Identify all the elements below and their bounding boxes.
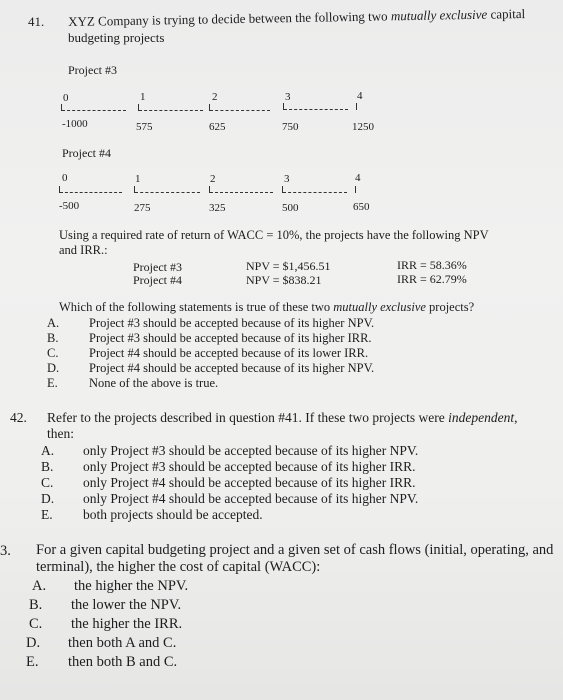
project3-segment-1 bbox=[62, 110, 126, 111]
project4-period-4: 4 bbox=[355, 172, 361, 184]
project4-period-0: 0 bbox=[62, 172, 68, 184]
q42-stem-emphasis: independent bbox=[448, 410, 515, 425]
q41-option-d[interactable] bbox=[47, 361, 374, 376]
q41-number: 41. bbox=[28, 14, 45, 29]
q43-option-c[interactable] bbox=[29, 616, 182, 633]
project3-period-2: 2 bbox=[212, 91, 218, 103]
result-irr-4: IRR = 62.79% bbox=[397, 272, 467, 286]
q43-stem-line2: terminal), the higher the cost of capital (WACC): bbox=[36, 559, 321, 575]
project4-segment-1 bbox=[60, 192, 122, 193]
result-project-3: Project #3 bbox=[133, 260, 182, 274]
project4-title: Project #4 bbox=[62, 146, 111, 160]
option-text: Project #4 should be accepted because of its higher NPV. bbox=[89, 361, 375, 375]
option-text: only Project #3 should be accepted because of its higher NPV. bbox=[83, 443, 419, 458]
option-letter: A. bbox=[41, 443, 55, 458]
option-letter: C. bbox=[41, 475, 54, 490]
q41-question bbox=[59, 300, 474, 315]
option-text: only Project #4 should be accepted because of its higher IRR. bbox=[83, 475, 416, 490]
q43-number: 3. bbox=[0, 543, 11, 559]
q43-option-d[interactable] bbox=[26, 635, 176, 652]
q41-question-suffix: projects? bbox=[425, 300, 475, 314]
q41-option-c[interactable] bbox=[47, 346, 368, 361]
option-letter: E. bbox=[26, 654, 39, 670]
option-letter: A. bbox=[47, 316, 60, 330]
option-text: Project #4 should be accepted because of its lower IRR. bbox=[89, 346, 369, 360]
option-text: None of the above is true. bbox=[89, 376, 219, 390]
project3-tick-4 bbox=[356, 103, 357, 110]
option-letter: A. bbox=[32, 578, 47, 594]
q42-stem-suffix: , bbox=[514, 410, 518, 425]
project4-period-2: 2 bbox=[210, 173, 216, 185]
wacc-line2: and IRR.: bbox=[59, 243, 108, 257]
option-letter: E. bbox=[47, 376, 58, 390]
project3-segment-4 bbox=[284, 109, 348, 110]
q41-stem-text: XYZ Company is trying to decide between the following two bbox=[68, 8, 391, 29]
q41-stem-emphasis: mutually exclusive bbox=[390, 6, 488, 24]
option-letter: C. bbox=[29, 616, 43, 632]
project3-period-0: 0 bbox=[63, 92, 69, 104]
option-letter: D. bbox=[26, 635, 41, 651]
q41-question-text: Which of the following statements is true of these two bbox=[59, 300, 334, 314]
option-text: Project #3 should be accepted because of its higher NPV. bbox=[89, 316, 375, 330]
project4-cashflow-0: -500 bbox=[59, 200, 80, 212]
project4-cashflow-4: 650 bbox=[353, 201, 370, 213]
q42-stem-line1 bbox=[47, 410, 517, 426]
project3-segment-3 bbox=[210, 110, 270, 111]
project4-tick-4 bbox=[355, 186, 356, 193]
project4-cashflow-2: 325 bbox=[209, 202, 226, 214]
q43-option-a[interactable] bbox=[32, 578, 188, 595]
project4-period-1: 1 bbox=[135, 173, 141, 185]
option-text: then both A and C. bbox=[68, 635, 177, 651]
result-project-4: Project #4 bbox=[133, 273, 182, 287]
q41-stem-suffix: capital bbox=[487, 6, 526, 22]
project3-segment-2 bbox=[139, 110, 203, 111]
project3-period-3: 3 bbox=[285, 91, 291, 103]
option-letter: B. bbox=[29, 597, 43, 613]
option-text: then both B and C. bbox=[68, 654, 178, 670]
q42-number: 42. bbox=[10, 410, 27, 425]
q42-stem-line2: then: bbox=[47, 426, 74, 441]
q41-question-emphasis: mutually exclusive bbox=[333, 300, 426, 314]
q42-option-d[interactable] bbox=[41, 491, 418, 507]
project4-period-3: 3 bbox=[284, 173, 290, 185]
q42-option-b[interactable] bbox=[41, 459, 416, 475]
project4-segment-4 bbox=[283, 192, 347, 193]
project3-title: Project #3 bbox=[68, 63, 117, 77]
option-text: the higher the IRR. bbox=[71, 616, 183, 632]
result-npv-3: NPV = $1,456.51 bbox=[246, 259, 331, 273]
option-text: both projects should be accepted. bbox=[83, 507, 263, 522]
project3-cashflow-3: 750 bbox=[282, 121, 299, 133]
project4-segment-2 bbox=[135, 192, 200, 193]
result-npv-4: NPV = $838.21 bbox=[246, 273, 322, 287]
q41-stem-line2: budgeting projects bbox=[68, 30, 165, 45]
q42-option-c[interactable] bbox=[41, 475, 416, 491]
q43-option-e[interactable] bbox=[26, 654, 177, 671]
q43-option-b[interactable] bbox=[29, 597, 181, 614]
option-text: Project #3 should be accepted because of its higher IRR. bbox=[89, 331, 372, 345]
project3-cashflow-2: 625 bbox=[209, 121, 226, 133]
project4-segment-3 bbox=[210, 192, 273, 193]
option-letter: C. bbox=[47, 346, 59, 360]
q43-stem-line1: For a given capital budgeting project and a given set of cash flows (initial, operating, and bbox=[36, 542, 554, 558]
option-text: only Project #4 should be accepted because of its higher NPV. bbox=[83, 491, 419, 506]
result-irr-3: IRR = 58.36% bbox=[397, 258, 467, 272]
q41-option-e[interactable] bbox=[47, 376, 218, 391]
q42-stem-text: Refer to the projects described in question #41. If these two projects were bbox=[47, 410, 449, 425]
project3-period-1: 1 bbox=[140, 91, 146, 103]
option-letter: D. bbox=[47, 361, 60, 375]
q42-option-e[interactable] bbox=[41, 507, 263, 523]
option-letter: D. bbox=[41, 491, 55, 506]
option-letter: B. bbox=[41, 459, 54, 474]
option-letter: E. bbox=[41, 507, 53, 522]
wacc-line1: Using a required rate of return of WACC = 10%, the projects have the following NPV bbox=[59, 228, 489, 242]
option-text: only Project #3 should be accepted because of its higher IRR. bbox=[83, 459, 416, 474]
q41-option-a[interactable] bbox=[47, 316, 374, 331]
project3-cashflow-1: 575 bbox=[136, 121, 153, 133]
project3-cashflow-0: -1000 bbox=[62, 118, 88, 130]
project4-cashflow-1: 275 bbox=[134, 202, 151, 214]
project4-cashflow-3: 500 bbox=[282, 202, 299, 214]
q42-option-a[interactable] bbox=[41, 443, 418, 459]
project3-cashflow-4: 1250 bbox=[352, 121, 374, 133]
option-text: the higher the NPV. bbox=[74, 578, 189, 594]
option-letter: B. bbox=[47, 331, 59, 345]
option-text: the lower the NPV. bbox=[71, 597, 182, 613]
q41-option-b[interactable] bbox=[47, 331, 372, 346]
project3-period-4: 4 bbox=[357, 90, 363, 102]
q41-stem-line1 bbox=[68, 6, 525, 30]
